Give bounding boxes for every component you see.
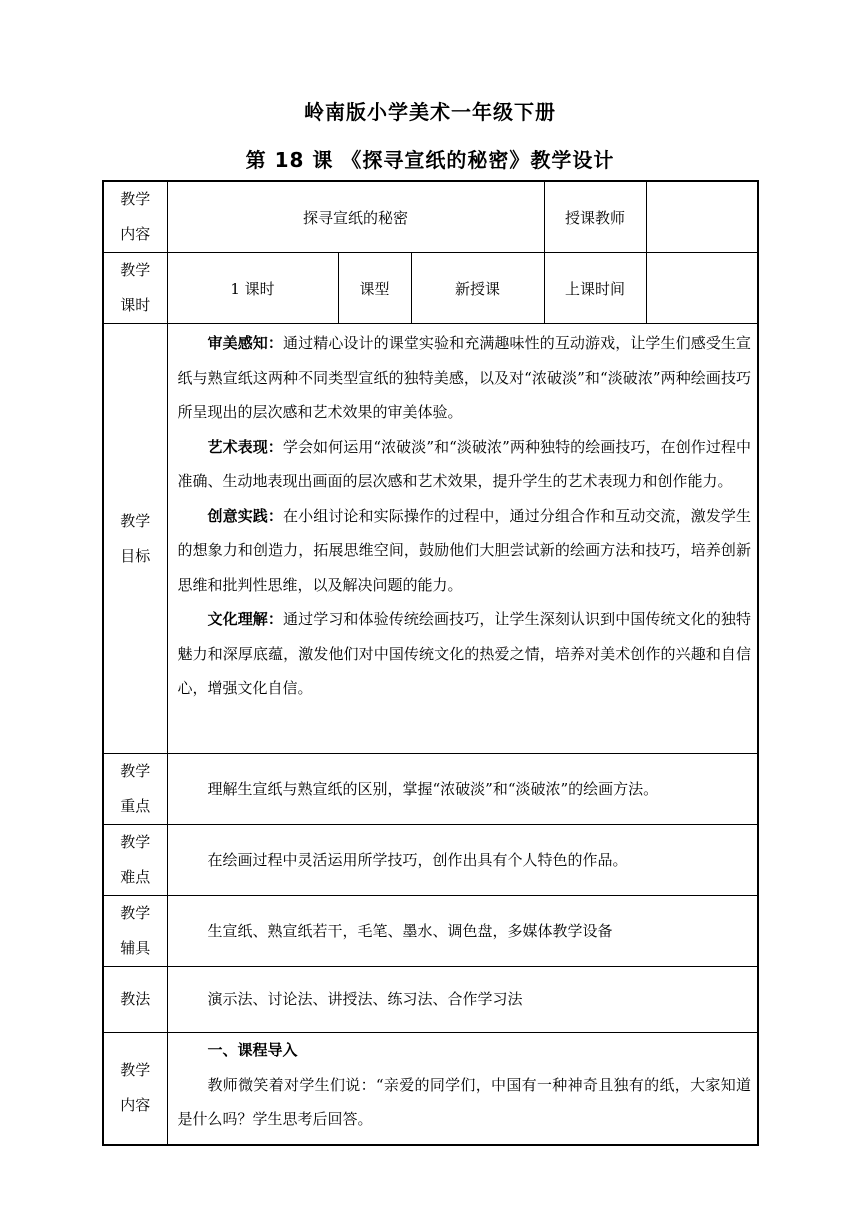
goal-head: 审美感知： <box>207 334 284 352</box>
method-text: 演示法、讨论法、讲授法、练习法、合作学习法 <box>207 990 523 1009</box>
document-subtitle: 第 18 课 《探寻宣纸的秘密》教学设计 <box>245 148 615 172</box>
document-title: 岭南版小学美术一年级下册 <box>304 100 556 124</box>
goal-text: 通过学习和体验传统绘画技巧，让学生深刻认识到中国传统文化的独特魅力和深厚底蕴，激发他们对中国传统文化的热爱之情，培养对美术创作的兴趣和自信心，增强文化自信。 <box>177 610 752 697</box>
row-label <box>103 324 167 754</box>
row-teaching-content <box>103 181 758 253</box>
goal-paragraph <box>178 430 752 499</box>
row-class-hours <box>103 253 758 324</box>
row-label <box>103 253 167 324</box>
row-difficulty <box>103 825 758 896</box>
label-line: 教学 <box>120 762 151 780</box>
aids-text: 生宣纸、熟宣纸若干，毛笔、墨水、调色盘，多媒体教学设备 <box>207 921 613 940</box>
row-label <box>103 896 167 967</box>
label-line: 教学 <box>120 833 151 851</box>
row-teaching-method <box>103 967 758 1033</box>
row-label <box>103 825 167 896</box>
time-label: 上课时间 <box>544 253 646 324</box>
row-key-points <box>103 754 758 825</box>
goal-text: 学会如何运用“浓破淡”和“淡破浓”两种独特的绘画技巧，在创作过程中准确、生动地表现出画面的层次感和艺术效果，提升学生的艺术表现力和创作能力。 <box>177 437 752 490</box>
goal-text: 通过精心设计的课堂实验和充满趣味性的互动游戏，让学生们感受生宣纸与熟宣纸这两种不同类型宣纸的独特美感，以及对“浓破淡”和“淡破浓”两种绘画技巧所呈现出的层次感和艺术效果的审美体验。 <box>177 334 752 421</box>
row-teaching-process <box>103 1033 758 1145</box>
teacher-label: 授课教师 <box>544 181 646 253</box>
label-line: 内容 <box>120 1096 151 1115</box>
hours-value: 1 课时 <box>167 253 338 324</box>
label-line: 课时 <box>120 296 151 314</box>
label-line: 重点 <box>120 797 151 815</box>
method-content <box>167 967 758 1033</box>
goal-head: 创意实践： <box>207 506 284 525</box>
aids-content <box>167 896 758 967</box>
content-value: 探寻宣纸的秘密 <box>167 181 544 253</box>
teacher-value <box>646 181 758 253</box>
process-content <box>167 1033 758 1145</box>
section-title: 一、课程导入 <box>207 1041 298 1059</box>
process-text: 教师微笑着对学生们说：“亲爱的同学们，中国有一种神奇且独有的纸，大家知道是什么吗？学生思考后回答。 <box>177 1075 752 1128</box>
label-line: 教学 <box>120 261 151 279</box>
label-line: 目标 <box>120 546 151 565</box>
goal-text: 在小组讨论和实际操作的过程中，通过分组合作和互动交流，激发学生的想象力和创造力，拓展思维空间，鼓励他们大胆尝试新的绘画方法和技巧，培养创新思维和批判性思维，以及解决问题的能力。 <box>177 506 752 594</box>
label-line: 教学 <box>120 1061 151 1080</box>
key-points-text: 理解生宣纸与熟宣纸的区别，掌握“浓破淡”和“淡破浓”的绘画方法。 <box>207 779 659 798</box>
type-label: 课型 <box>338 253 411 324</box>
goal-paragraph <box>178 602 752 706</box>
row-teaching-goals <box>103 324 758 754</box>
label-line: 辅具 <box>120 939 151 957</box>
goal-paragraph <box>178 499 752 603</box>
row-teaching-aids <box>103 896 758 967</box>
goal-paragraph <box>178 326 752 430</box>
row-label <box>103 181 167 253</box>
label-line: 教学 <box>120 904 151 922</box>
key-points-content <box>167 754 758 825</box>
difficulty-content <box>167 825 758 896</box>
row-label <box>103 754 167 825</box>
difficulty-text: 在绘画过程中灵活运用所学技巧，创作出具有个人特色的作品。 <box>207 850 628 869</box>
goal-head: 文化理解： <box>207 610 284 628</box>
lesson-plan-table <box>102 180 759 1146</box>
row-label <box>103 1033 167 1145</box>
label-line: 内容 <box>120 225 151 243</box>
goals-content <box>167 324 758 754</box>
label-line: 难点 <box>120 868 151 886</box>
time-value <box>646 253 758 324</box>
label-line: 教学 <box>120 511 151 530</box>
row-label: 教法 <box>103 967 167 1033</box>
type-value: 新授课 <box>411 253 544 324</box>
label-line: 教学 <box>120 190 151 208</box>
goal-head: 艺术表现： <box>207 437 283 456</box>
